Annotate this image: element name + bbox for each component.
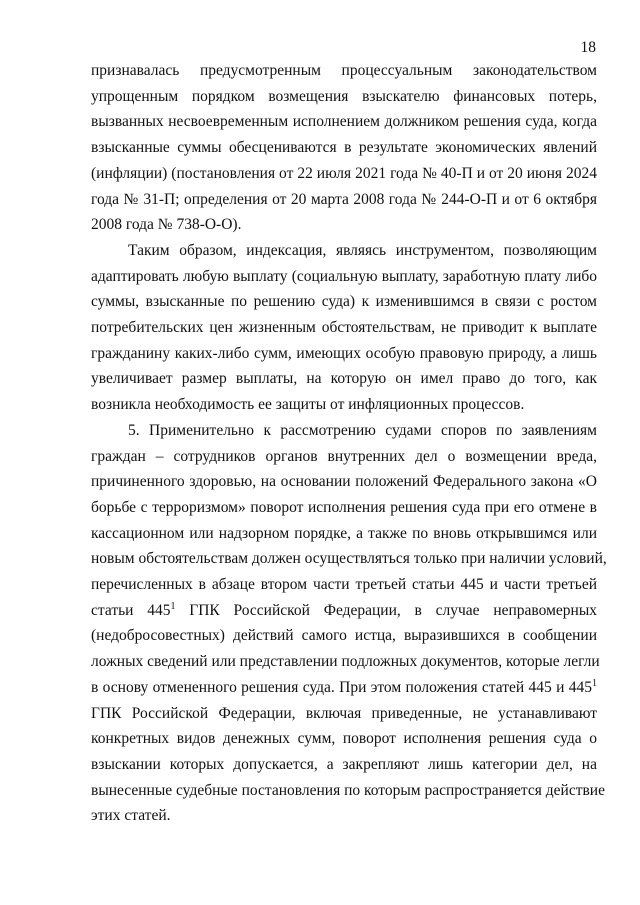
text-line: упрощенным порядком возмещения взыскателю финансовых потерь, xyxy=(91,87,597,105)
text-line: взыскании которых допускается, а закрепляют лишь категории дел, на xyxy=(91,755,597,773)
text-line: новым обстоятельствам должен осуществляться только при наличии условий, xyxy=(91,550,607,568)
text-line: кассационном или надзорном порядке, а также по вновь открывшимся или xyxy=(91,524,597,542)
text-line: борьбе с терроризмом» поворот исполнения решения суда при его отмене в xyxy=(91,498,597,516)
text-line: адаптировать любую выплату (социальную выплату, заработную плату либо xyxy=(91,267,597,285)
text-line: ГПК Российской Федерации, включая приведенные, не устанавливают xyxy=(91,704,597,722)
paragraph-2 xyxy=(91,238,597,418)
document-body xyxy=(91,58,607,829)
text-line: признавалась предусмотренным процессуальным законодательством xyxy=(91,62,597,79)
text-line: вынесенные судебные постановления по которым распространяется действие xyxy=(91,781,605,799)
paragraph-3 xyxy=(91,418,607,829)
text-line-with-superscript xyxy=(91,675,597,701)
superscript: 1 xyxy=(170,600,176,612)
text-line: 5. Применительно к рассмотрению судами споров по заявлениям xyxy=(128,421,597,439)
text-line: перечисленных в абзаце втором части третьей статьи 445 и части третьей xyxy=(91,576,597,594)
text-line: ложных сведений или представлении подложных документов, которые легли xyxy=(91,653,600,671)
text-line: гражданину каких-либо сумм, имеющих особую правовую природу, а лишь xyxy=(91,344,597,362)
page-number: 18 xyxy=(580,39,596,56)
text-line: причиненного здоровью, на основании положений Федерального закона «О xyxy=(91,473,597,491)
text-line: суммы, взысканные по решению суда) к изменившимся в связи с ростом xyxy=(91,293,597,311)
text-line: взысканные суммы обесцениваются в результате экономических явлений xyxy=(91,139,597,157)
superscript: 1 xyxy=(592,677,597,689)
text-line: потребительских цен жизненным обстоятельствам, не приводит к выплате xyxy=(91,319,597,337)
text-line: года № 31-П; определения от 20 марта 2008 года № 244-О-П и от 6 октября xyxy=(91,190,597,208)
text-line: (недобросовестных) действий самого истца, выразившихся в сообщении xyxy=(91,627,597,645)
text-fragment: в основу отмененного решения суда. При этом положения статей 445 и 445 xyxy=(91,678,592,696)
text-fragment: статьи 445 xyxy=(91,601,171,619)
text-line: увеличивает размер выплаты, на которую он имел право до того, как xyxy=(91,370,597,388)
text-line-with-superscript xyxy=(91,598,597,624)
text-line: 2008 года № 738-О-О). xyxy=(91,216,242,234)
paragraph-1 xyxy=(91,58,597,238)
text-line: граждан – сотрудников органов внутренних дел о возмещении вреда, xyxy=(91,447,597,465)
text-line: возникла необходимость ее защиты от инфляционных процессов. xyxy=(91,396,525,414)
text-line: вызванных несвоевременным исполнением должником решения суда, когда xyxy=(91,113,597,131)
text-line: (инфляции) (постановления от 22 июля 2021 года № 40-П и от 20 июня 2024 xyxy=(91,164,597,182)
text-line: этих статей. xyxy=(91,807,171,825)
text-line: конкретных видов денежных сумм, поворот исполнения решения суда о xyxy=(91,730,597,748)
text-fragment: ГПК Российской Федерации, в случае неправомерных xyxy=(189,601,597,619)
text-line: Таким образом, индексация, являясь инструментом, позволяющим xyxy=(128,241,597,259)
